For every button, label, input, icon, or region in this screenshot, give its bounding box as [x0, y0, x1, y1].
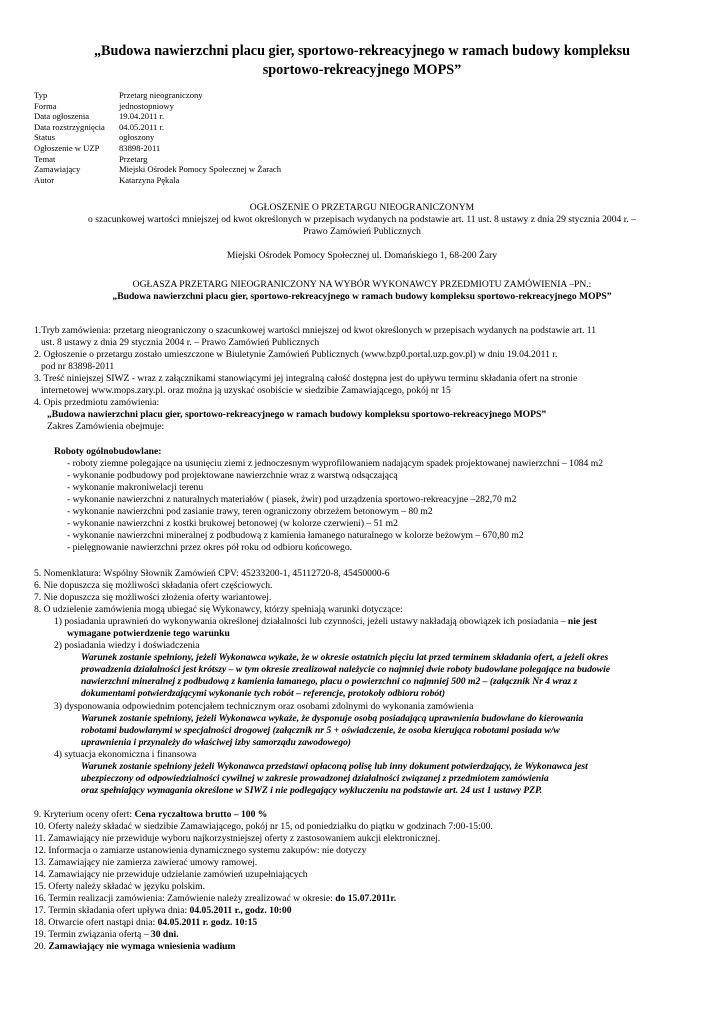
condition-2-line: Warunek zostanie spełniony, jeżeli Wykonawca wykaże, że w okresie ostatnich pięciu lat przed terminem składania ofert, a jeżeli okres [81, 652, 609, 663]
meta-value: jednostopniowy [119, 100, 174, 111]
announcement-line: OGŁASZA PRZETARG NIEOGRANICZONY NA WYBÓR WYKONAWCY PRZEDMIOTU ZAMÓWIENIA –PN.: [132, 279, 592, 290]
point-16-emphasis: do 15.07.2011r. [335, 893, 397, 904]
condition-1-line-2: wymagane potwierdzenie tego warunku [67, 628, 230, 639]
point-20 [34, 941, 235, 953]
point-17-emphasis: 04.05.2011 r., godz. 10:00 [189, 905, 292, 916]
document-title-line-1: „Budowa nawierzchni placu gier, sportowo-rekreacyjnego w ramach budowy kompleksu [93, 43, 631, 59]
meta-label: Data rozstrzygnięcia [34, 121, 105, 132]
works-heading: Roboty ogólnobudowlane: [54, 446, 162, 457]
meta-label: Typ [34, 90, 48, 100]
point-11: 11. Zamawiający nie przewiduje wyboru najkorzystniejszej oferty z zastosowaniem aukcji elektronicznej. [34, 833, 441, 844]
point-1-line-2: ust. 8 ustawy z dnia 29 stycznia 2004 r. – Prawo Zamówień Publicznych [41, 337, 320, 348]
point-18-emphasis: 04.05.2011 r. godz. 10:15 [157, 917, 258, 928]
meta-label: Temat [34, 153, 56, 164]
announcement-title: „Budowa nawierzchni placu gier, sportowo-rekreacyjnego w ramach budowy kompleksu sportowo-rekreacyjnego MOPS” [112, 291, 612, 302]
point-1-line-1: 1.Tryb zamówienia: przetarg nieograniczony o szacunkowej wartości mniejszej od kwot określonych w przepisach wydanych na podstawie art. 11 [34, 325, 597, 336]
point-9-text: 9. Kryterium oceny ofert: [34, 809, 135, 820]
meta-label: Forma [34, 100, 57, 111]
meta-value: ogłoszony [119, 132, 155, 143]
point-15: 15. Oferty należy składać w języku polskim. [34, 881, 206, 892]
condition-3-line: Warunek zostanie spełniony, jeżeli Wykonawca wykaże, że dysponuje osobą posiadającą uprawnienia budowlane do kierowania [81, 713, 584, 724]
point-9 [34, 809, 267, 821]
point-19-emphasis: 30 dni. [150, 929, 179, 940]
point-3-line-1: 3. Treść niniejszej SIWZ - wraz z załącznikami stanowiącymi jej integralną całość dostępna jest do upływu terminu składania ofert na stronie [34, 373, 578, 384]
works-item: - wykonanie nawierzchni mineralnej z podbudową z kamienia łamanego naturalnego w kolorze beżowym – 670,80 m2 [67, 530, 524, 541]
condition-4-heading: 4) sytuacja ekonomiczna i finansowa [54, 749, 197, 760]
point-19-text: 19. Termin związania ofertą – [34, 929, 151, 940]
point-16 [34, 893, 396, 905]
point-13: 13. Zamawiający nie zamierza zawierać umowy ramowej. [34, 857, 258, 868]
works-item: - wykonanie nawierzchni pod zasianie trawy, teren ograniczony obrzeżem betonowym – 80 m2 [67, 506, 433, 517]
condition-4-line: Warunek zostanie spełniony jeżeli Wykonawca przedstawi opłaconą polisę lub inny dokument potwierdzający, że Wykonawca jest [81, 761, 588, 772]
point-3-line-2: internetowej www.mops.zary.pl. oraz można ją uzyskać osobiście w siedzibie Zamawiającego, pokój nr 15 [41, 385, 451, 396]
meta-label: Zamawiający [34, 164, 81, 175]
meta-value: Katarzyna Pękala [119, 174, 180, 185]
point-19 [34, 929, 179, 941]
condition-1-text: 1) posiadania uprawnień do wykonywania określonej działalności lub czynności, jeżeli ustawy nakładają obowiązek ich posiadania – [54, 616, 568, 627]
point-5: 5. Nomenklatura: Wspólny Słownik Zamówień CPV: 45233200-1, 45112720-8, 45450000-6 [34, 568, 390, 579]
point-18-text: 18. Otwarcie ofert nastąpi dnia: [34, 917, 158, 928]
condition-2-line: nawierzchni mineralnej z podbudową z kamienia łamanego, placu o powierzchni co najmniej 500 m2 – (załącznik Nr 4 wraz z [81, 676, 578, 687]
meta-label: Autor [34, 174, 55, 185]
point-17-text: 17. Termin składania ofert upływa dnia: [34, 905, 190, 916]
works-item: - wykonanie nawierzchni z kostki brukowej betonowej (w kolorze czerwieni) – 51 m2 [67, 518, 398, 529]
point-2-line-1: 2. Ogłoszenie o przetargu zostało umieszczone w Biuletynie Zamówień Publicznych (www.bzp0.portal.uzp.gov.pl) w dniu 19.04.2011 r. [34, 349, 558, 360]
condition-1-line-1 [54, 616, 597, 628]
condition-3-heading: 3) dysponowania odpowiednim potencjałem technicznym oraz osobami zdolnymi do wykonania zamówienia [54, 701, 474, 712]
point-6: 6. Nie dopuszcza się możliwości składania ofert częściowych. [34, 580, 273, 591]
contracting-authority-address: Miejski Ośrodek Pomocy Społecznej ul. Domańskiego 1, 68-200 Żary [226, 250, 498, 261]
point-4-scope: Zakres Zamówienia obejmuje: [47, 421, 165, 432]
works-item: - wykonanie podbudowy pod projektowane nawierzchnie wraz z warstwą odsączającą [67, 470, 398, 481]
condition-3-line: uprawnienia i przynależy do właściwej izby samorządu zawodowego) [81, 737, 351, 748]
condition-4-line: ubezpieczony od odpowiedzialności cywilnej w zakresie prowadzonej działalności związanej z przedmiotem zamówienia [81, 773, 549, 784]
point-16-text: 16. Termin realizacji zamówienia: Zamówienie należy zrealizować w okresie: [34, 893, 336, 904]
condition-2-heading: 2) posiadania wiedzy i doświadczenia [54, 640, 200, 651]
point-7: 7. Nie dopuszcza się możliwości złożenia oferty wariantowej. [34, 592, 272, 603]
point-10: 10. Oferty należy składać w siedzibie Zamawiającego, pokój nr 15, od poniedziałku do piątku w godzinach 7:00-15:00. [34, 821, 493, 832]
document-title-line-2: sportowo-rekreacyjnego MOPS” [262, 62, 462, 78]
meta-value: 04.05.2011 r. [119, 121, 165, 132]
point-4-line-1: 4. Opis przedmiotu zamówienia: [34, 397, 160, 408]
meta-label: Status [34, 132, 56, 143]
point-4-subject-title: „Budowa nawierzchni placu gier, sportowo-rekreacyjnego w ramach budowy kompleksu sportowo-rekreacyjnego MOPS” [47, 409, 547, 420]
works-item: - wykonanie makroniwelacji terenu [67, 482, 204, 493]
point-20-emphasis: Zamawiający nie wymaga wniesienia wadium [48, 941, 236, 952]
meta-value: 19.04.2011 r. [119, 111, 165, 122]
works-item: - roboty ziemne polegające na usunięciu ziemi z jednoczesnym wyprofilowaniem nadającym spadek projektowanej nawierzchni – 1084 m2 [67, 458, 603, 469]
point-2-line-2: pod nr 83898-2011 [41, 361, 115, 372]
works-item: - pielęgnowanie nawierzchni przez okres pół roku od odbioru końcowego. [67, 542, 353, 553]
condition-3-line: robotami budowlanymi w specjalności drogowej (załącznik nr 5 + oświadczenie, że osoba kierująca robotami posiada w/w [81, 725, 560, 736]
condition-2-line: prowadzenia działalności jest krótszy – w tym okresie zrealizował należycie co najmniej dwie roboty budowlane polegające na budowie [81, 664, 610, 675]
point-9-emphasis: Cena ryczałtowa brutto – 100 % [134, 809, 268, 820]
point-14: 14. Zamawiający nie przewiduje udzielanie zamówień uzupełniających [34, 869, 308, 880]
point-8: 8. O udzielenie zamówienia mogą ubiegać się Wykonawcy, którzy spełniają warunki dotyczące: [34, 604, 403, 615]
meta-value: Przetarg nieograniczony [119, 90, 203, 100]
meta-value: Przetarg [119, 153, 148, 164]
notice-basis-line-2: Prawo Zamówień Publicznych [303, 226, 421, 237]
point-20-text: 20. [34, 941, 49, 952]
notice-basis-line-1: o szacunkowej wartości mniejszej od kwot określonych w przepisach wydanych na podstawie art. 11 ust. 8 ustawy z dnia 29 stycznia 2004 r. – [88, 214, 636, 225]
meta-label: Ogłoszenie w UZP [34, 143, 100, 153]
point-12: 12. Informacja o zamiarze ustanowienia dynamicznego systemu zakupów: nie dotyczy [34, 845, 367, 856]
condition-4-line: oraz spełniający wymagania określone w SIWZ i nie podlegający wykluczeniu na podstawie art. 24 ust 1 ustawy PZP. [81, 785, 543, 796]
works-item: - wykonanie nawierzchni z naturalnych materiałów ( piasek, żwir) pod urządzenia sportowo-rekreacyjne –282,70 m2 [67, 494, 517, 505]
point-18 [34, 917, 257, 929]
point-17 [34, 905, 292, 917]
notice-heading: OGŁOSZENIE O PRZETARGU NIEOGRANICZONYM [249, 202, 475, 213]
condition-2-line: dokumentami potwierdzającymi wykonanie tych robót – referencje, protokoły odbioru robót) [81, 688, 446, 699]
condition-1-emphasis: nie jest [567, 616, 597, 627]
meta-value: 83898-2011 [119, 143, 161, 153]
meta-label: Data ogłoszenia [34, 111, 90, 122]
meta-value: Miejski Ośrodek Pomocy Społecznej w Żarach [119, 164, 282, 175]
